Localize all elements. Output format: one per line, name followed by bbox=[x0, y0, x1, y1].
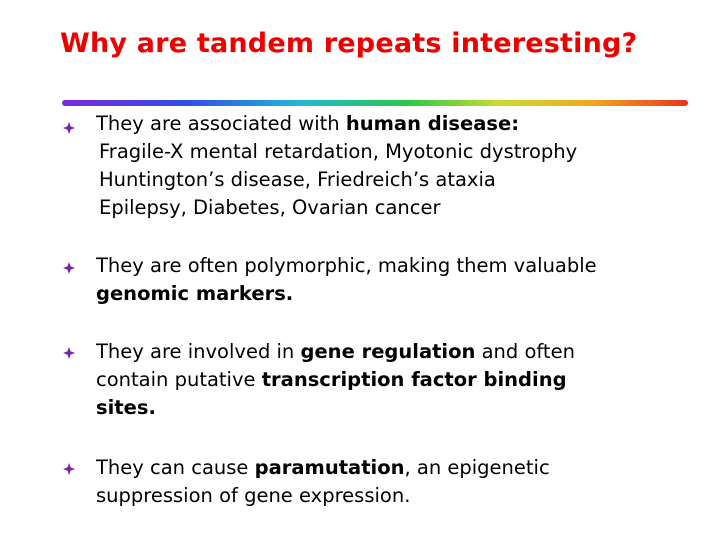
bullet-line bbox=[96, 394, 696, 422]
title-divider bbox=[62, 100, 688, 106]
bullet-text-segment: They are often polymorphic, making them valuable bbox=[96, 254, 597, 277]
bullet-item bbox=[96, 454, 696, 510]
bullet-line bbox=[96, 110, 696, 138]
bullet-line bbox=[96, 252, 696, 280]
bullet-line bbox=[96, 482, 696, 510]
diamond-star-bullet-icon bbox=[63, 262, 75, 274]
bullet-text-segment: Epilepsy, Diabetes, Ovarian cancer bbox=[99, 196, 441, 219]
bullet-line bbox=[96, 138, 696, 166]
bullet-item bbox=[96, 338, 696, 422]
bullet-line bbox=[96, 338, 696, 366]
bullet-text-segment: suppression of gene expression. bbox=[96, 484, 411, 507]
bullet-text-segment: They are involved in bbox=[96, 340, 301, 363]
diamond-star-bullet-icon bbox=[63, 122, 75, 134]
bullet-text-segment: They can cause bbox=[96, 456, 255, 479]
bullet-text-segment: They are associated with bbox=[96, 112, 346, 135]
bullet-line bbox=[96, 454, 696, 482]
bullet-text-segment: contain putative bbox=[96, 368, 262, 391]
bullet-text-emphasis: genomic markers. bbox=[96, 282, 294, 305]
diamond-star-bullet-icon bbox=[63, 463, 75, 475]
bullet-line bbox=[96, 280, 696, 308]
bullet-line bbox=[96, 166, 696, 194]
bullet-text-emphasis: transcription factor binding bbox=[261, 368, 567, 391]
bullet-item bbox=[96, 110, 696, 222]
bullet-text-segment: Huntington’s disease, Friedreich’s ataxia bbox=[99, 168, 496, 191]
bullet-line bbox=[96, 194, 696, 222]
bullet-text-emphasis: human disease: bbox=[345, 112, 520, 135]
bullet-text-segment: , an epigenetic bbox=[404, 456, 550, 479]
bullet-text-segment: Fragile-X mental retardation, Myotonic dystrophy bbox=[99, 140, 578, 163]
bullet-line bbox=[96, 366, 696, 394]
slide-title: Why are tandem repeats interesting? bbox=[60, 28, 638, 59]
bullet-item bbox=[96, 252, 696, 308]
bullet-text-segment: and often bbox=[475, 340, 575, 363]
bullet-text-emphasis: gene regulation bbox=[300, 340, 476, 363]
bullet-text-emphasis: sites. bbox=[96, 396, 156, 419]
diamond-star-bullet-icon bbox=[63, 347, 75, 359]
bullet-text-emphasis: paramutation bbox=[254, 456, 405, 479]
